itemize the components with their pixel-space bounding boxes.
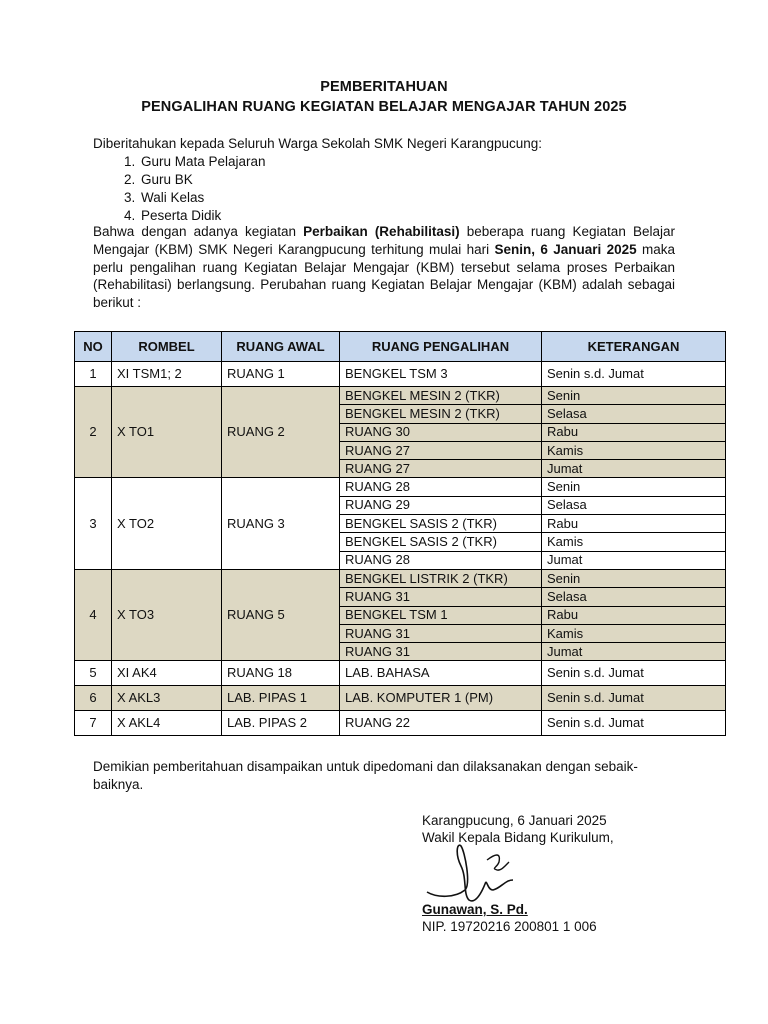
- cell-ruang-pengalihan: RUANG 31: [340, 588, 542, 606]
- table-row: [75, 387, 726, 405]
- signature-place-date: Karangpucung, 6 Januari 2025: [422, 813, 607, 828]
- recipient-item: 4. Peserta Didik: [139, 207, 266, 225]
- cell-no: 2: [75, 387, 112, 478]
- cell-no: 7: [75, 711, 112, 736]
- cell-keterangan: Selasa: [542, 588, 726, 606]
- header-rombel: ROMBEL: [112, 332, 222, 362]
- recipient-item: 1. Guru Mata Pelajaran: [139, 153, 266, 171]
- cell-keterangan: Selasa: [542, 496, 726, 514]
- recipient-item: 2. Guru BK: [139, 171, 266, 189]
- cell-ruang-pengalihan: RUANG 27: [340, 460, 542, 478]
- cell-keterangan: Jumat: [542, 643, 726, 661]
- cell-no: 6: [75, 686, 112, 711]
- cell-ruang-pengalihan: LAB. BAHASA: [340, 661, 542, 686]
- signatory-name: Gunawan, S. Pd.: [422, 902, 528, 917]
- cell-rombel: XI TSM1; 2: [112, 362, 222, 387]
- cell-keterangan: Selasa: [542, 405, 726, 423]
- cell-keterangan: Kamis: [542, 441, 726, 459]
- cell-ruang-pengalihan: BENGKEL SASIS 2 (TKR): [340, 533, 542, 551]
- table-row: [75, 362, 726, 387]
- recipient-list: [93, 153, 266, 225]
- table-row: [75, 569, 726, 587]
- cell-rombel: X TO1: [112, 387, 222, 478]
- cell-ruang-awal: LAB. PIPAS 1: [222, 686, 340, 711]
- cell-ruang-awal: RUANG 18: [222, 661, 340, 686]
- cell-ruang-pengalihan: RUANG 29: [340, 496, 542, 514]
- cell-no: 1: [75, 362, 112, 387]
- cell-keterangan: Jumat: [542, 460, 726, 478]
- cell-ruang-pengalihan: RUANG 30: [340, 423, 542, 441]
- closing-text: Demikian pemberitahuan disampaikan untuk dipedomani dan dilaksanakan dengan sebaik-baiknya.: [93, 759, 638, 792]
- header-ruang-pengalihan: RUANG PENGALIHAN: [340, 332, 542, 362]
- table-header-row: [75, 332, 726, 362]
- cell-ruang-awal: RUANG 1: [222, 362, 340, 387]
- cell-keterangan: Senin: [542, 478, 726, 496]
- table-row: [75, 661, 726, 686]
- cell-ruang-pengalihan: BENGKEL SASIS 2 (TKR): [340, 515, 542, 533]
- cell-ruang-pengalihan: RUANG 31: [340, 624, 542, 642]
- cell-no: 4: [75, 569, 112, 660]
- cell-ruang-pengalihan: RUANG 28: [340, 551, 542, 569]
- paragraph-text: maka perlu pengalihan ruang Kegiatan Belajar Mengajar (KBM) tersebut selama proses Perbaikan (Rehabilitasi) berlangsung. Perubahan ruang Kegiatan Belajar Mengajar (KBM) adalah sebagai berikut :: [93, 241, 675, 311]
- cell-ruang-awal: RUANG 3: [222, 478, 340, 569]
- cell-keterangan: Rabu: [542, 423, 726, 441]
- cell-rombel: X TO3: [112, 569, 222, 660]
- room-transfer-table: [74, 331, 726, 736]
- cell-ruang-pengalihan: BENGKEL TSM 1: [340, 606, 542, 624]
- paragraph-bold: Perbaikan (Rehabilitasi): [303, 224, 460, 239]
- table-body: [75, 362, 726, 736]
- paragraph-text: beberapa ruang Kegiatan Belajar Mengajar (KBM) SMK Negeri Karangpucung terhitung mulai hari: [93, 224, 675, 257]
- cell-no: 3: [75, 478, 112, 569]
- cell-ruang-pengalihan: BENGKEL TSM 3: [340, 362, 542, 387]
- table-row: [75, 711, 726, 736]
- cell-keterangan: Senin s.d. Jumat: [542, 686, 726, 711]
- cell-keterangan: Senin: [542, 387, 726, 405]
- recipient-item: 3. Wali Kelas: [139, 189, 266, 207]
- cell-ruang-awal: RUANG 2: [222, 387, 340, 478]
- document-subtitle: PENGALIHAN RUANG KEGIATAN BELAJAR MENGAJAR TAHUN 2025: [141, 99, 627, 115]
- cell-keterangan: Rabu: [542, 606, 726, 624]
- cell-keterangan: Kamis: [542, 624, 726, 642]
- cell-ruang-pengalihan: BENGKEL MESIN 2 (TKR): [340, 387, 542, 405]
- body-paragraph: [93, 223, 675, 312]
- cell-rombel: X AKL3: [112, 686, 222, 711]
- signature-role: Wakil Kepala Bidang Kurikulum,: [422, 830, 614, 845]
- cell-ruang-pengalihan: RUANG 27: [340, 441, 542, 459]
- header-no: NO: [75, 332, 112, 362]
- paragraph-text: Bahwa dengan adanya kegiatan: [93, 224, 304, 239]
- cell-ruang-pengalihan: LAB. KOMPUTER 1 (PM): [340, 686, 542, 711]
- cell-rombel: X TO2: [112, 478, 222, 569]
- cell-keterangan: Kamis: [542, 533, 726, 551]
- cell-ruang-pengalihan: RUANG 31: [340, 643, 542, 661]
- cell-ruang-pengalihan: BENGKEL MESIN 2 (TKR): [340, 405, 542, 423]
- cell-keterangan: Senin s.d. Jumat: [542, 362, 726, 387]
- intro-text: Diberitahukan kepada Seluruh Warga Sekolah SMK Negeri Karangpucung:: [93, 136, 543, 151]
- handwritten-signature: [425, 840, 535, 905]
- cell-ruang-pengalihan: RUANG 28: [340, 478, 542, 496]
- header-ruang-awal: RUANG AWAL: [222, 332, 340, 362]
- cell-rombel: XI AK4: [112, 661, 222, 686]
- table-row: [75, 478, 726, 496]
- cell-ruang-pengalihan: BENGKEL LISTRIK 2 (TKR): [340, 569, 542, 587]
- cell-ruang-awal: RUANG 5: [222, 569, 340, 660]
- paragraph-bold: Senin, 6 Januari 2025: [494, 241, 637, 257]
- cell-keterangan: Senin: [542, 569, 726, 587]
- cell-keterangan: Senin s.d. Jumat: [542, 711, 726, 736]
- cell-ruang-awal: LAB. PIPAS 2: [222, 711, 340, 736]
- document-title: PEMBERITAHUAN: [320, 79, 448, 95]
- signatory-nip: NIP. 19720216 200801 1 006: [422, 919, 597, 934]
- header-keterangan: KETERANGAN: [542, 332, 726, 362]
- cell-keterangan: Jumat: [542, 551, 726, 569]
- cell-rombel: X AKL4: [112, 711, 222, 736]
- cell-no: 5: [75, 661, 112, 686]
- cell-ruang-pengalihan: RUANG 22: [340, 711, 542, 736]
- cell-keterangan: Rabu: [542, 515, 726, 533]
- table-row: [75, 686, 726, 711]
- cell-keterangan: Senin s.d. Jumat: [542, 661, 726, 686]
